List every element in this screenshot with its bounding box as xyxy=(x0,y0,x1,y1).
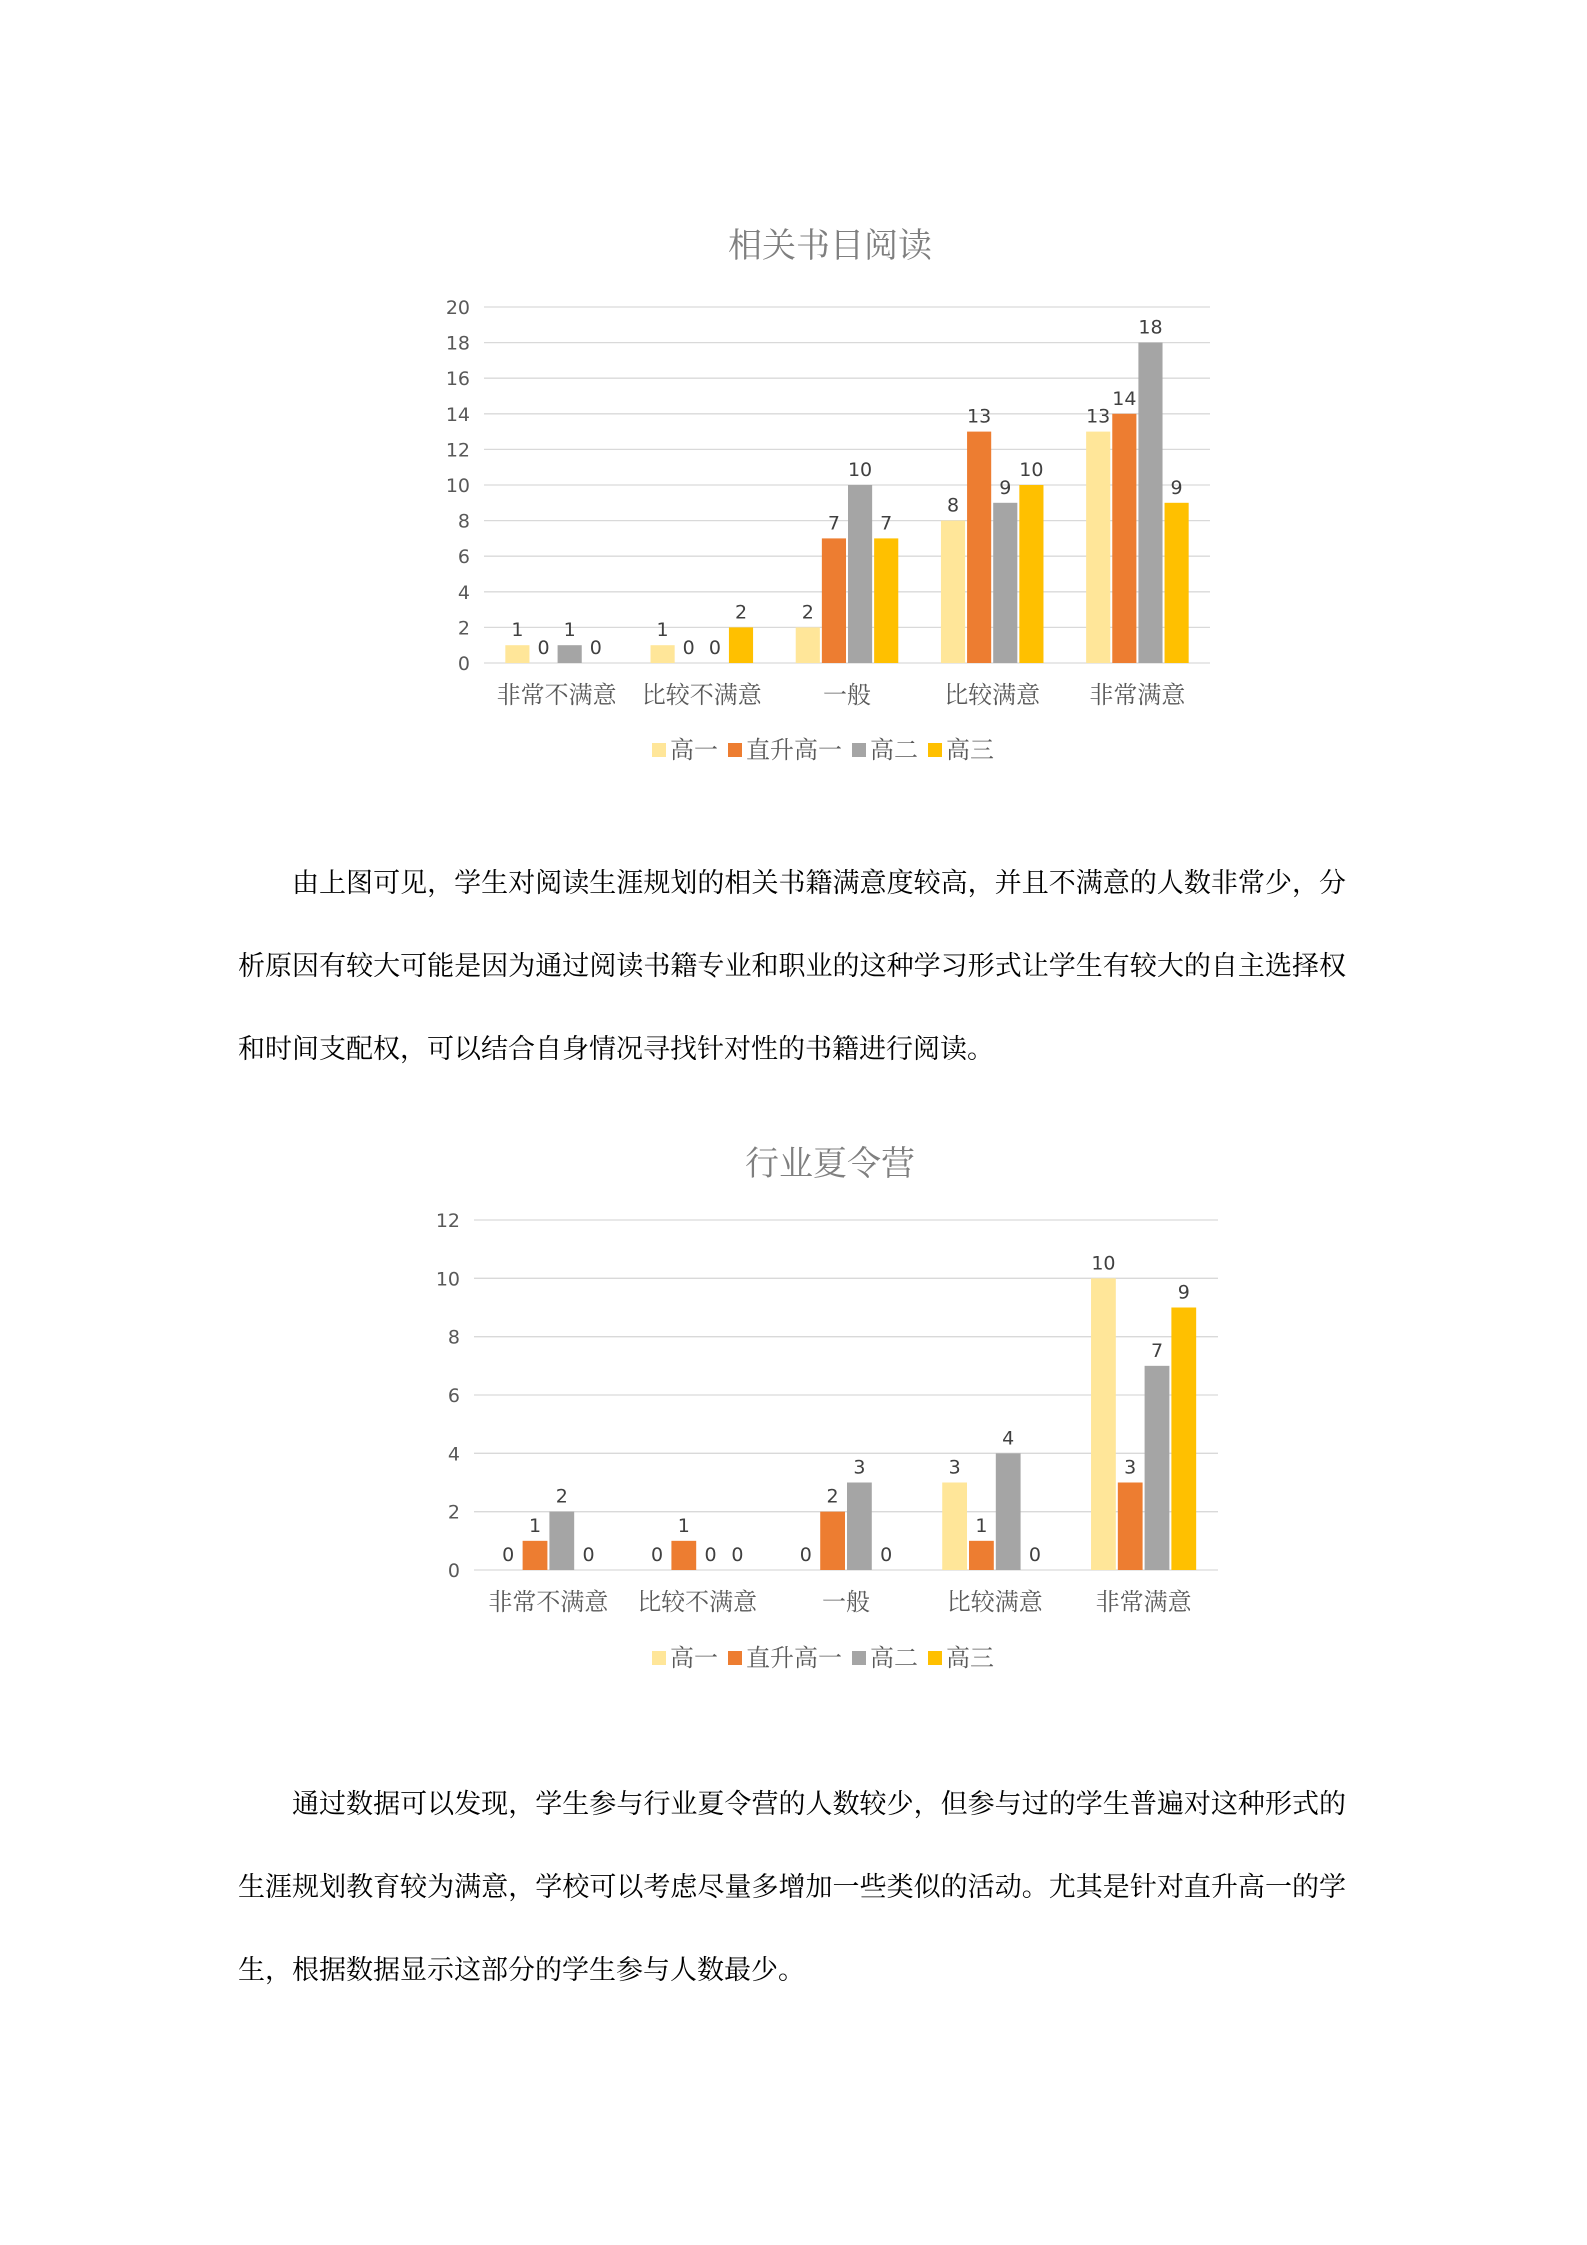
legend-swatch xyxy=(928,1651,942,1665)
data-label: 0 xyxy=(537,637,550,659)
bar xyxy=(1171,1308,1196,1571)
bar xyxy=(820,1512,845,1570)
bar xyxy=(1112,414,1136,663)
y-tick-label: 8 xyxy=(457,510,470,533)
data-label: 4 xyxy=(1002,1427,1015,1450)
bar xyxy=(847,1483,872,1571)
data-label: 7 xyxy=(880,512,893,535)
data-label: 14 xyxy=(1112,387,1137,410)
legend-label: 高二 xyxy=(870,736,918,764)
x-tick-label: 非常满意 xyxy=(1089,681,1186,709)
y-tick-label: 8 xyxy=(447,1326,460,1349)
bar xyxy=(549,1512,574,1570)
data-label: 2 xyxy=(555,1485,568,1508)
y-tick-label: 6 xyxy=(457,546,470,569)
bar xyxy=(967,432,991,663)
bar xyxy=(1086,432,1110,663)
y-tick-label: 10 xyxy=(435,1268,460,1291)
data-label: 9 xyxy=(1177,1281,1190,1304)
data-label: 10 xyxy=(1019,459,1044,481)
data-label: 18 xyxy=(1138,316,1163,339)
data-label: 10 xyxy=(847,459,873,481)
y-tick-label: 0 xyxy=(447,1560,460,1582)
x-tick-label: 比较满意 xyxy=(946,1588,1043,1616)
x-tick-label: 比较不满意 xyxy=(641,681,762,709)
bar xyxy=(1091,1278,1116,1570)
data-label: 1 xyxy=(563,619,576,642)
bar xyxy=(969,1541,994,1570)
data-label: 8 xyxy=(946,494,960,517)
data-label: 13 xyxy=(1086,405,1111,428)
bar xyxy=(822,538,846,663)
y-tick-label: 4 xyxy=(457,581,470,604)
data-label: 0 xyxy=(880,1544,893,1566)
bar xyxy=(874,538,898,663)
data-label: 9 xyxy=(999,476,1012,499)
data-label: 13 xyxy=(967,405,992,428)
x-tick-label: 一般 xyxy=(822,1588,870,1616)
y-tick-label: 16 xyxy=(445,368,470,391)
data-label: 1 xyxy=(677,1514,690,1537)
legend-label: 高一 xyxy=(670,1644,718,1672)
bar xyxy=(796,627,820,663)
y-tick-label: 0 xyxy=(457,653,470,675)
paragraph-reading-analysis: 由上图可见，学生对阅读生涯规划的相关书籍满意度较高，并且不满意的人数非常少，分析原因有较大可能是因为通过阅读书籍专业和职业的这种学习形式让学生有较大的自主选择权和时间支配权，可以结合自身情况寻找针对性的书籍进行阅读。 xyxy=(238,868,1346,1065)
legend-label: 直升高一 xyxy=(746,736,842,764)
bar xyxy=(505,645,529,663)
data-label: 0 xyxy=(650,1544,664,1566)
chart-title: 行业夏令营 xyxy=(745,1144,915,1184)
y-tick-label: 2 xyxy=(447,1501,460,1524)
bar xyxy=(558,645,582,663)
legend-swatch xyxy=(728,1651,742,1665)
x-tick-label: 一般 xyxy=(823,681,871,709)
legend-label: 高二 xyxy=(870,1644,918,1672)
y-tick-label: 6 xyxy=(447,1385,460,1407)
x-tick-label: 比较满意 xyxy=(944,681,1041,709)
data-label: 9 xyxy=(1170,476,1183,499)
data-label: 1 xyxy=(975,1514,988,1537)
data-label: 0 xyxy=(589,637,602,659)
x-tick-label: 比较不满意 xyxy=(637,1588,758,1616)
bar xyxy=(651,645,675,663)
chart-summer-camp xyxy=(390,1128,1250,1718)
data-label: 2 xyxy=(734,601,748,624)
data-label: 10 xyxy=(1091,1252,1116,1275)
y-tick-label: 14 xyxy=(445,403,470,426)
legend-swatch xyxy=(852,743,866,757)
x-tick-label: 非常不满意 xyxy=(496,681,617,709)
bar-chart-svg xyxy=(390,205,1250,785)
data-label: 0 xyxy=(731,1544,744,1566)
data-label: 0 xyxy=(682,637,695,659)
legend-label: 直升高一 xyxy=(746,1644,842,1672)
data-label: 0 xyxy=(502,1544,515,1566)
legend-swatch xyxy=(652,1651,666,1665)
bar xyxy=(1138,343,1162,663)
data-label: 0 xyxy=(704,1544,717,1566)
bar xyxy=(1165,503,1189,663)
data-label: 0 xyxy=(708,637,721,659)
bar xyxy=(523,1541,548,1570)
data-label: 1 xyxy=(511,619,524,642)
legend-label: 高一 xyxy=(670,736,718,764)
legend-swatch xyxy=(928,743,942,757)
data-label: 7 xyxy=(827,512,840,535)
data-label: 0 xyxy=(1028,1544,1042,1566)
y-tick-label: 18 xyxy=(445,332,470,355)
data-label: 1 xyxy=(656,619,669,642)
bar-chart-svg xyxy=(390,1128,1250,1718)
y-tick-label: 2 xyxy=(457,617,470,640)
legend-swatch xyxy=(852,1651,866,1665)
data-label: 3 xyxy=(853,1456,866,1479)
y-tick-label: 10 xyxy=(445,475,470,497)
y-tick-label: 4 xyxy=(447,1443,460,1466)
bar xyxy=(729,627,753,663)
chart-reading-books xyxy=(390,205,1250,785)
data-label: 7 xyxy=(1150,1339,1164,1362)
bar xyxy=(996,1453,1021,1570)
data-label: 1 xyxy=(528,1514,542,1537)
x-tick-label: 非常满意 xyxy=(1095,1588,1192,1616)
paragraph-camp-analysis: 通过数据可以发现，学生参与行业夏令营的人数较少，但参与过的学生普遍对这种形式的生涯规划教育较为满意，学校可以考虑尽量多增加一些类似的活动。尤其是针对直升高一的学生，根据数据显示这部分的学生参与人数最少。 xyxy=(238,1789,1346,1986)
bar xyxy=(941,521,965,663)
y-tick-label: 12 xyxy=(445,439,470,462)
legend-swatch xyxy=(652,743,666,757)
y-tick-label: 12 xyxy=(435,1210,460,1232)
data-label: 3 xyxy=(1124,1456,1137,1479)
bar xyxy=(1145,1366,1170,1570)
bar xyxy=(1118,1483,1143,1571)
bar xyxy=(671,1541,696,1570)
bar xyxy=(993,503,1017,663)
data-label: 0 xyxy=(582,1544,595,1566)
data-label: 0 xyxy=(799,1544,812,1566)
data-label: 2 xyxy=(826,1485,839,1508)
bar xyxy=(942,1483,967,1571)
chart-title: 相关书目阅读 xyxy=(728,226,932,266)
data-label: 2 xyxy=(801,601,814,624)
legend-swatch xyxy=(728,743,742,757)
legend-label: 高三 xyxy=(946,1644,994,1672)
bar xyxy=(1019,485,1043,663)
legend-label: 高三 xyxy=(946,736,994,764)
x-tick-label: 非常不满意 xyxy=(488,1588,609,1616)
data-label: 3 xyxy=(948,1456,961,1479)
y-tick-label: 20 xyxy=(445,297,470,319)
bar xyxy=(848,485,872,663)
